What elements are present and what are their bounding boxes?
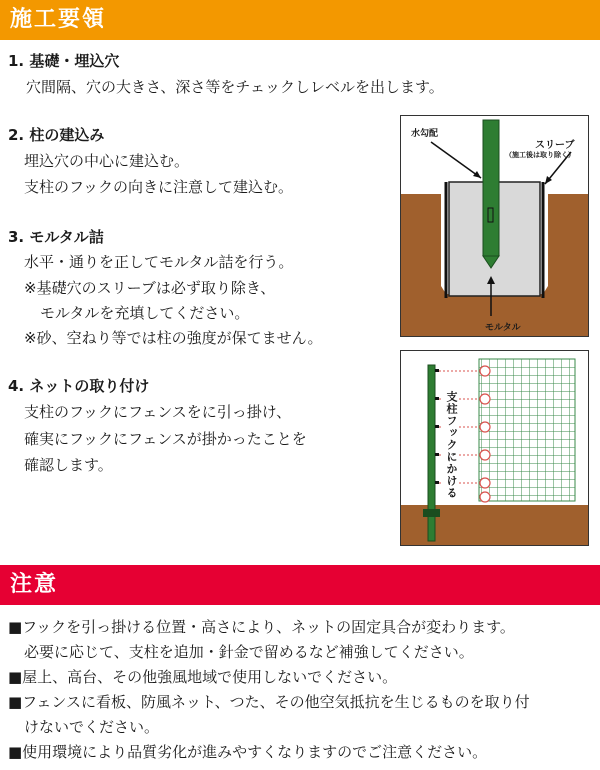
step2-heading: 2. 柱の建込み (8, 126, 105, 144)
step1-heading: 1. 基礎・埋込穴 (8, 52, 120, 70)
fig1-label-slope: 水勾配 (411, 129, 439, 139)
fig1-label-mortar: モルタル (485, 323, 521, 333)
step4-line3: 確認します。 (24, 456, 113, 474)
notes-title: 注意 (10, 572, 59, 597)
step3-line2: ※基礎穴のスリーブは必ず取り除き、 (24, 279, 276, 297)
step4-heading: 4. ネットの取り付け (8, 377, 150, 395)
step3-line3: モルタルを充填してください。 (40, 304, 250, 322)
step2-line2: 支柱のフックの向きに注意して建込む。 (24, 178, 293, 196)
fig2-label-hook: 支柱フックにかける (445, 391, 458, 499)
note-line4: ■フェンスに看板、防風ネット、つた、その他空気抵抗を生じるものを取り付 (8, 693, 530, 711)
fig1-label-sleeve-note: （施工後は取り除く） (505, 151, 575, 159)
header-title: 施工要領 (10, 7, 107, 32)
step1-line1: 穴間隔、穴の大きさ、深さ等をチェックしレベルを出します。 (26, 78, 444, 96)
step4-line1: 支柱のフックにフェンスをに引っ掛け、 (24, 403, 292, 421)
post-embedding-figure (400, 115, 589, 337)
notes-banner (0, 565, 600, 605)
step4-line2: 確実にフックにフェンスが掛かったことを (24, 430, 307, 448)
note-line3: ■屋上、高台、その他強風地域で使用しないでください。 (8, 668, 398, 686)
fig1-label-sleeve: スリーブ (535, 140, 575, 151)
step2-line1: 埋込穴の中心に建込む。 (24, 152, 190, 170)
step3-heading: 3. モルタル詰 (8, 228, 104, 246)
net-attachment-figure (400, 350, 589, 546)
note-line5: けないでください。 (24, 718, 160, 736)
note-line6: ■使用環境により品質劣化が進みやすくなりますのでご注意ください。 (8, 743, 488, 761)
net-attachment-illustration (401, 351, 588, 545)
step3-line4: ※砂、空ねり等では柱の強度が保てません。 (24, 329, 323, 347)
note-line1: ■フックを引っ掛ける位置・高さにより、ネットの固定具合が変わります。 (8, 618, 515, 636)
step3-line1: 水平・通りを正してモルタル詰を行う。 (24, 253, 294, 271)
header-banner (0, 0, 600, 40)
note-line2: 必要に応じて、支柱を追加・針金で留めるなど補強してください。 (24, 643, 474, 661)
